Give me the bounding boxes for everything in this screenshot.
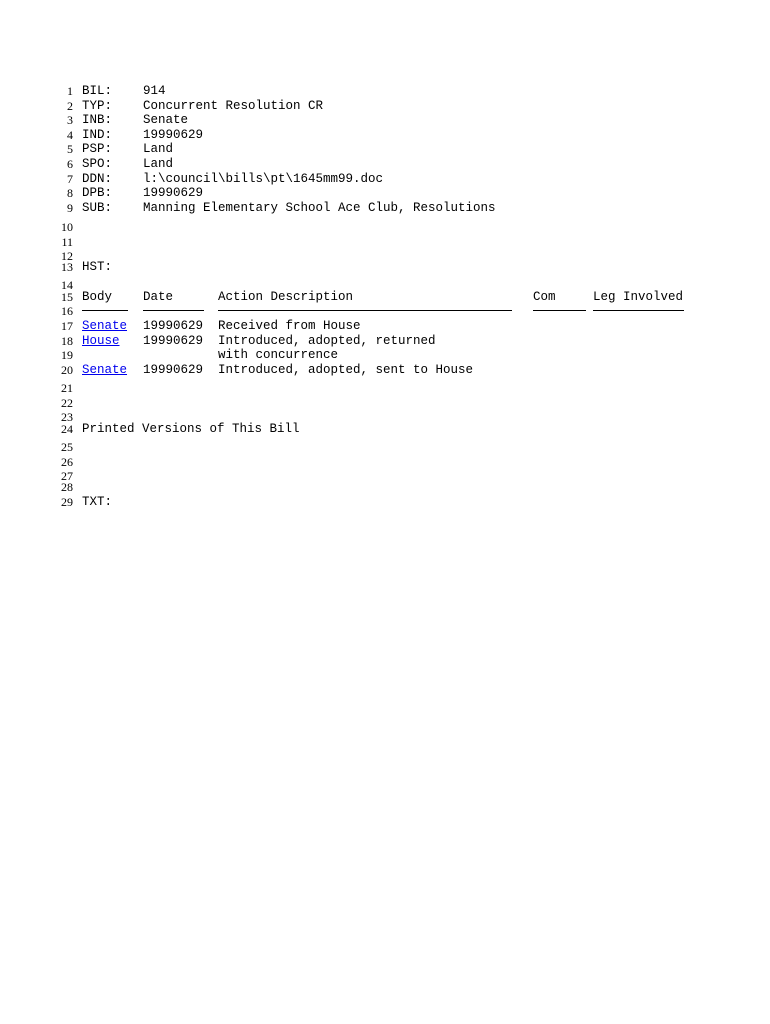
body-link-senate[interactable]: Senate: [82, 319, 128, 333]
line-number: 18: [61, 333, 73, 348]
history-row: [0, 319, 770, 333]
field-value: 914: [143, 84, 166, 98]
column-rule: [82, 310, 128, 311]
blank-line: [0, 480, 770, 494]
column-header-body: Body: [82, 289, 113, 304]
field-key: INB:: [82, 113, 113, 128]
txt-row: [0, 495, 770, 509]
line-number: 3: [67, 113, 73, 128]
field-row-inb: [0, 113, 770, 127]
history-date: 19990629: [143, 319, 204, 333]
blank-line: [0, 381, 770, 395]
field-value: Senate: [143, 113, 189, 128]
field-row-ddn: [0, 172, 770, 186]
line-number: 19: [61, 348, 73, 362]
line-number: 21: [61, 381, 73, 395]
field-value: Manning Elementary School Ace Club, Resolutions: [143, 200, 496, 215]
line-number: 23: [61, 410, 73, 424]
history-row-continuation: [0, 348, 770, 362]
field-value: 19990629: [143, 127, 204, 142]
field-value: l:\council\bills\pt\1645mm99.doc: [143, 171, 384, 186]
column-header-date: Date: [143, 289, 174, 304]
field-row-spo: [0, 157, 770, 171]
hst-row: [0, 260, 770, 274]
field-key: SUB:: [82, 200, 113, 215]
txt-label: TXT:: [82, 494, 113, 509]
column-header-com: Com: [533, 289, 556, 304]
history-action: Introduced, adopted, sent to House: [218, 362, 474, 377]
printed-versions-row: [0, 422, 770, 436]
line-number: 29: [61, 494, 73, 509]
line-number: 27: [61, 469, 73, 483]
blank-line: [0, 220, 770, 234]
blank-line: [0, 235, 770, 249]
line-number: 2: [67, 98, 73, 113]
field-key: TYP:: [82, 98, 113, 113]
line-number: 1: [67, 84, 73, 98]
line-number: 11: [61, 234, 73, 249]
body-link-house[interactable]: House: [82, 333, 120, 348]
line-number: 10: [61, 220, 73, 234]
history-action: Received from House: [218, 319, 361, 333]
column-rule: [593, 310, 684, 311]
history-action: with concurrence: [218, 348, 339, 362]
line-number: 20: [61, 362, 73, 377]
line-number: 28: [61, 480, 73, 494]
line-number: 12: [61, 249, 73, 263]
history-row: [0, 363, 770, 377]
blank-line: [0, 440, 770, 454]
line-number: 16: [61, 304, 73, 318]
field-row-ind: [0, 128, 770, 142]
field-value: Land: [143, 157, 174, 171]
line-number: 17: [61, 319, 73, 333]
line-number: 6: [67, 157, 73, 171]
field-value: Concurrent Resolution CR: [143, 98, 324, 113]
field-key: DDN:: [82, 171, 113, 186]
line-number: 4: [67, 127, 73, 142]
line-number: 14: [61, 278, 73, 292]
column-rule: [533, 310, 586, 311]
history-row: [0, 334, 770, 348]
line-number: 8: [67, 186, 73, 201]
field-value: 19990629: [143, 186, 204, 201]
column-rule: [218, 310, 512, 311]
history-header-row: [0, 290, 770, 304]
line-number: 26: [61, 454, 73, 469]
field-row-psp: [0, 142, 770, 156]
field-key: IND:: [82, 127, 113, 142]
body-link-senate[interactable]: Senate: [82, 362, 128, 377]
line-number: 15: [61, 289, 73, 304]
field-key: BIL:: [82, 84, 113, 98]
blank-line: [0, 455, 770, 469]
field-row-dpb: [0, 186, 770, 200]
history-date: 19990629: [143, 362, 204, 377]
hst-label: HST:: [82, 259, 113, 274]
column-header-action: Action Description: [218, 289, 354, 304]
field-key: PSP:: [82, 142, 113, 157]
line-number: 22: [61, 395, 73, 410]
line-number: 24: [61, 421, 73, 436]
field-row-typ: [0, 99, 770, 113]
blank-line: [0, 396, 770, 410]
header-rule-row: [0, 304, 770, 318]
column-rule: [143, 310, 204, 311]
line-number: 25: [61, 440, 73, 454]
field-row-sub: [0, 201, 770, 215]
column-header-leg: Leg Involved: [593, 289, 684, 304]
field-value: Land: [143, 142, 174, 157]
printed-versions-heading: Printed Versions of This Bill: [82, 421, 300, 436]
field-key: DPB:: [82, 186, 113, 201]
field-row-bil: [0, 84, 770, 98]
line-number: 5: [67, 142, 73, 157]
line-number: 7: [67, 171, 73, 186]
history-action: Introduced, adopted, returned: [218, 333, 436, 348]
history-date: 19990629: [143, 333, 204, 348]
line-number: 9: [67, 200, 73, 215]
line-number: 13: [61, 259, 73, 274]
field-key: SPO:: [82, 157, 113, 171]
